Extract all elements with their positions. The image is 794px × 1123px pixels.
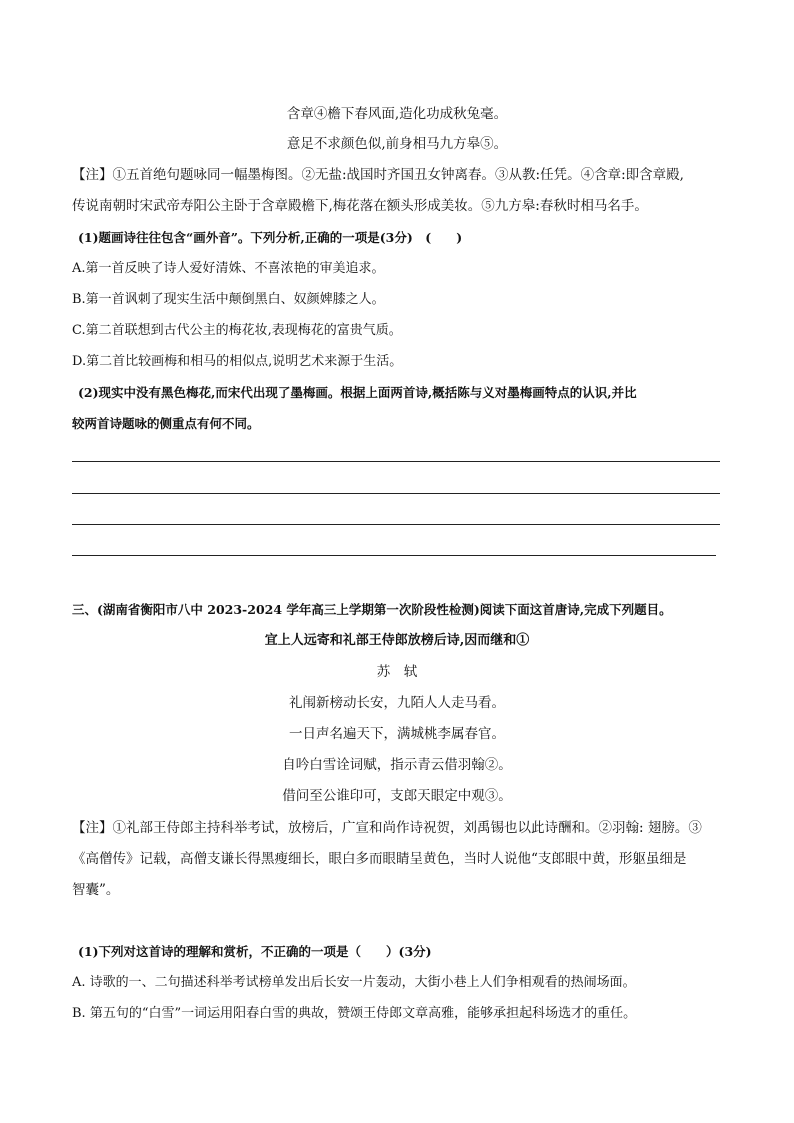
answer-option-c: C.第二首联想到古代公主的梅花妆,表现梅花的富贵气质。 [72, 323, 402, 338]
poem-line: 一日声名遍天下，满城桃李属春官。 [289, 726, 505, 742]
answer-line [72, 461, 720, 462]
answer-line [72, 524, 720, 525]
question-stem: (1)题画诗往往包含“画外音”。下列分析,正确的一项是(3分) ( ) [78, 230, 463, 245]
poem-title: 宜上人远寄和礼部王侍郎放榜后诗,因而继和① [264, 633, 530, 648]
question-stem: (1)下列对这首诗的理解和赏析，不正确的一项是（ ）(3分) [78, 944, 432, 959]
answer-option-b: B. 第五句的“白雪”一词运用阳春白雪的典故，赞颂王侍郎文章高雅，能够承担起科场选才的重任。 [72, 1006, 637, 1021]
answer-option-a: A.第一首反映了诗人爱好清姝、不喜浓艳的审美追求。 [72, 261, 385, 276]
poem-line: 自吟白雪诠词赋，指示青云借羽翰②。 [282, 757, 512, 773]
annotation-note: 智囊”。 [72, 882, 120, 898]
answer-option-b: B.第一首讽刺了现实生活中颠倒黑白、奴颜婢膝之人。 [72, 292, 385, 307]
poem-line: 含章④檐下春风面,造化功成秋兔毫。 [286, 106, 508, 122]
annotation-note: 【注】①五首绝句题咏同一幅墨梅图。②无盐:战国时齐国丑女钟离春。③从教:任凭。④含章:即含章殿, [72, 167, 684, 183]
answer-line [72, 493, 720, 494]
annotation-note: 《高僧传》记载，高僧支谦长得黑瘦细长，眼白多而眼睛呈黄色，当时人说他“支郎眼中黄，形躯虽细是 [72, 851, 687, 867]
answer-line [72, 555, 716, 556]
poem-line: 借问至公谁印可，支郎天眼定中观③。 [282, 788, 512, 804]
answer-option-d: D.第二首比较画梅和相马的相似点,说明艺术来源于生活。 [72, 354, 403, 369]
poem-line: 意足不求颜色似,前身相马九方皋⑤。 [286, 136, 508, 152]
poem-author: 苏 轼 [376, 664, 418, 680]
poem-line: 礼闱新榜动长安，九陌人人走马看。 [289, 695, 505, 711]
annotation-note: 传说南朝时宋武帝寿阳公主卧于含章殿檐下,梅花落在额头形成美妆。⑤九方皋:春秋时相马名手。 [72, 198, 648, 214]
section-heading: 三、(湖南省衡阳市八中 2023-2024 学年高三上学期第一次阶段性检测)阅读下面这首唐诗,完成下列题目。 [72, 602, 672, 617]
annotation-note: 【注】①礼部王侍郎主持科举考试，放榜后，广宣和尚作诗祝贺，刘禹锡也以此诗酬和。②羽翰: 翅膀。③ [72, 820, 702, 836]
answer-option-a: A. 诗歌的一、二句描述科举考试榜单发出后长安一片轰动，大街小巷上人们争相观看的热闹场面。 [72, 975, 636, 990]
question-stem: (2)现实中没有黑色梅花,而宋代出现了墨梅画。根据上面两首诗,概括陈与义对墨梅画特点的认识,并比 [78, 385, 637, 400]
question-stem-continued: 较两首诗题咏的侧重点有何不同。 [72, 416, 260, 431]
